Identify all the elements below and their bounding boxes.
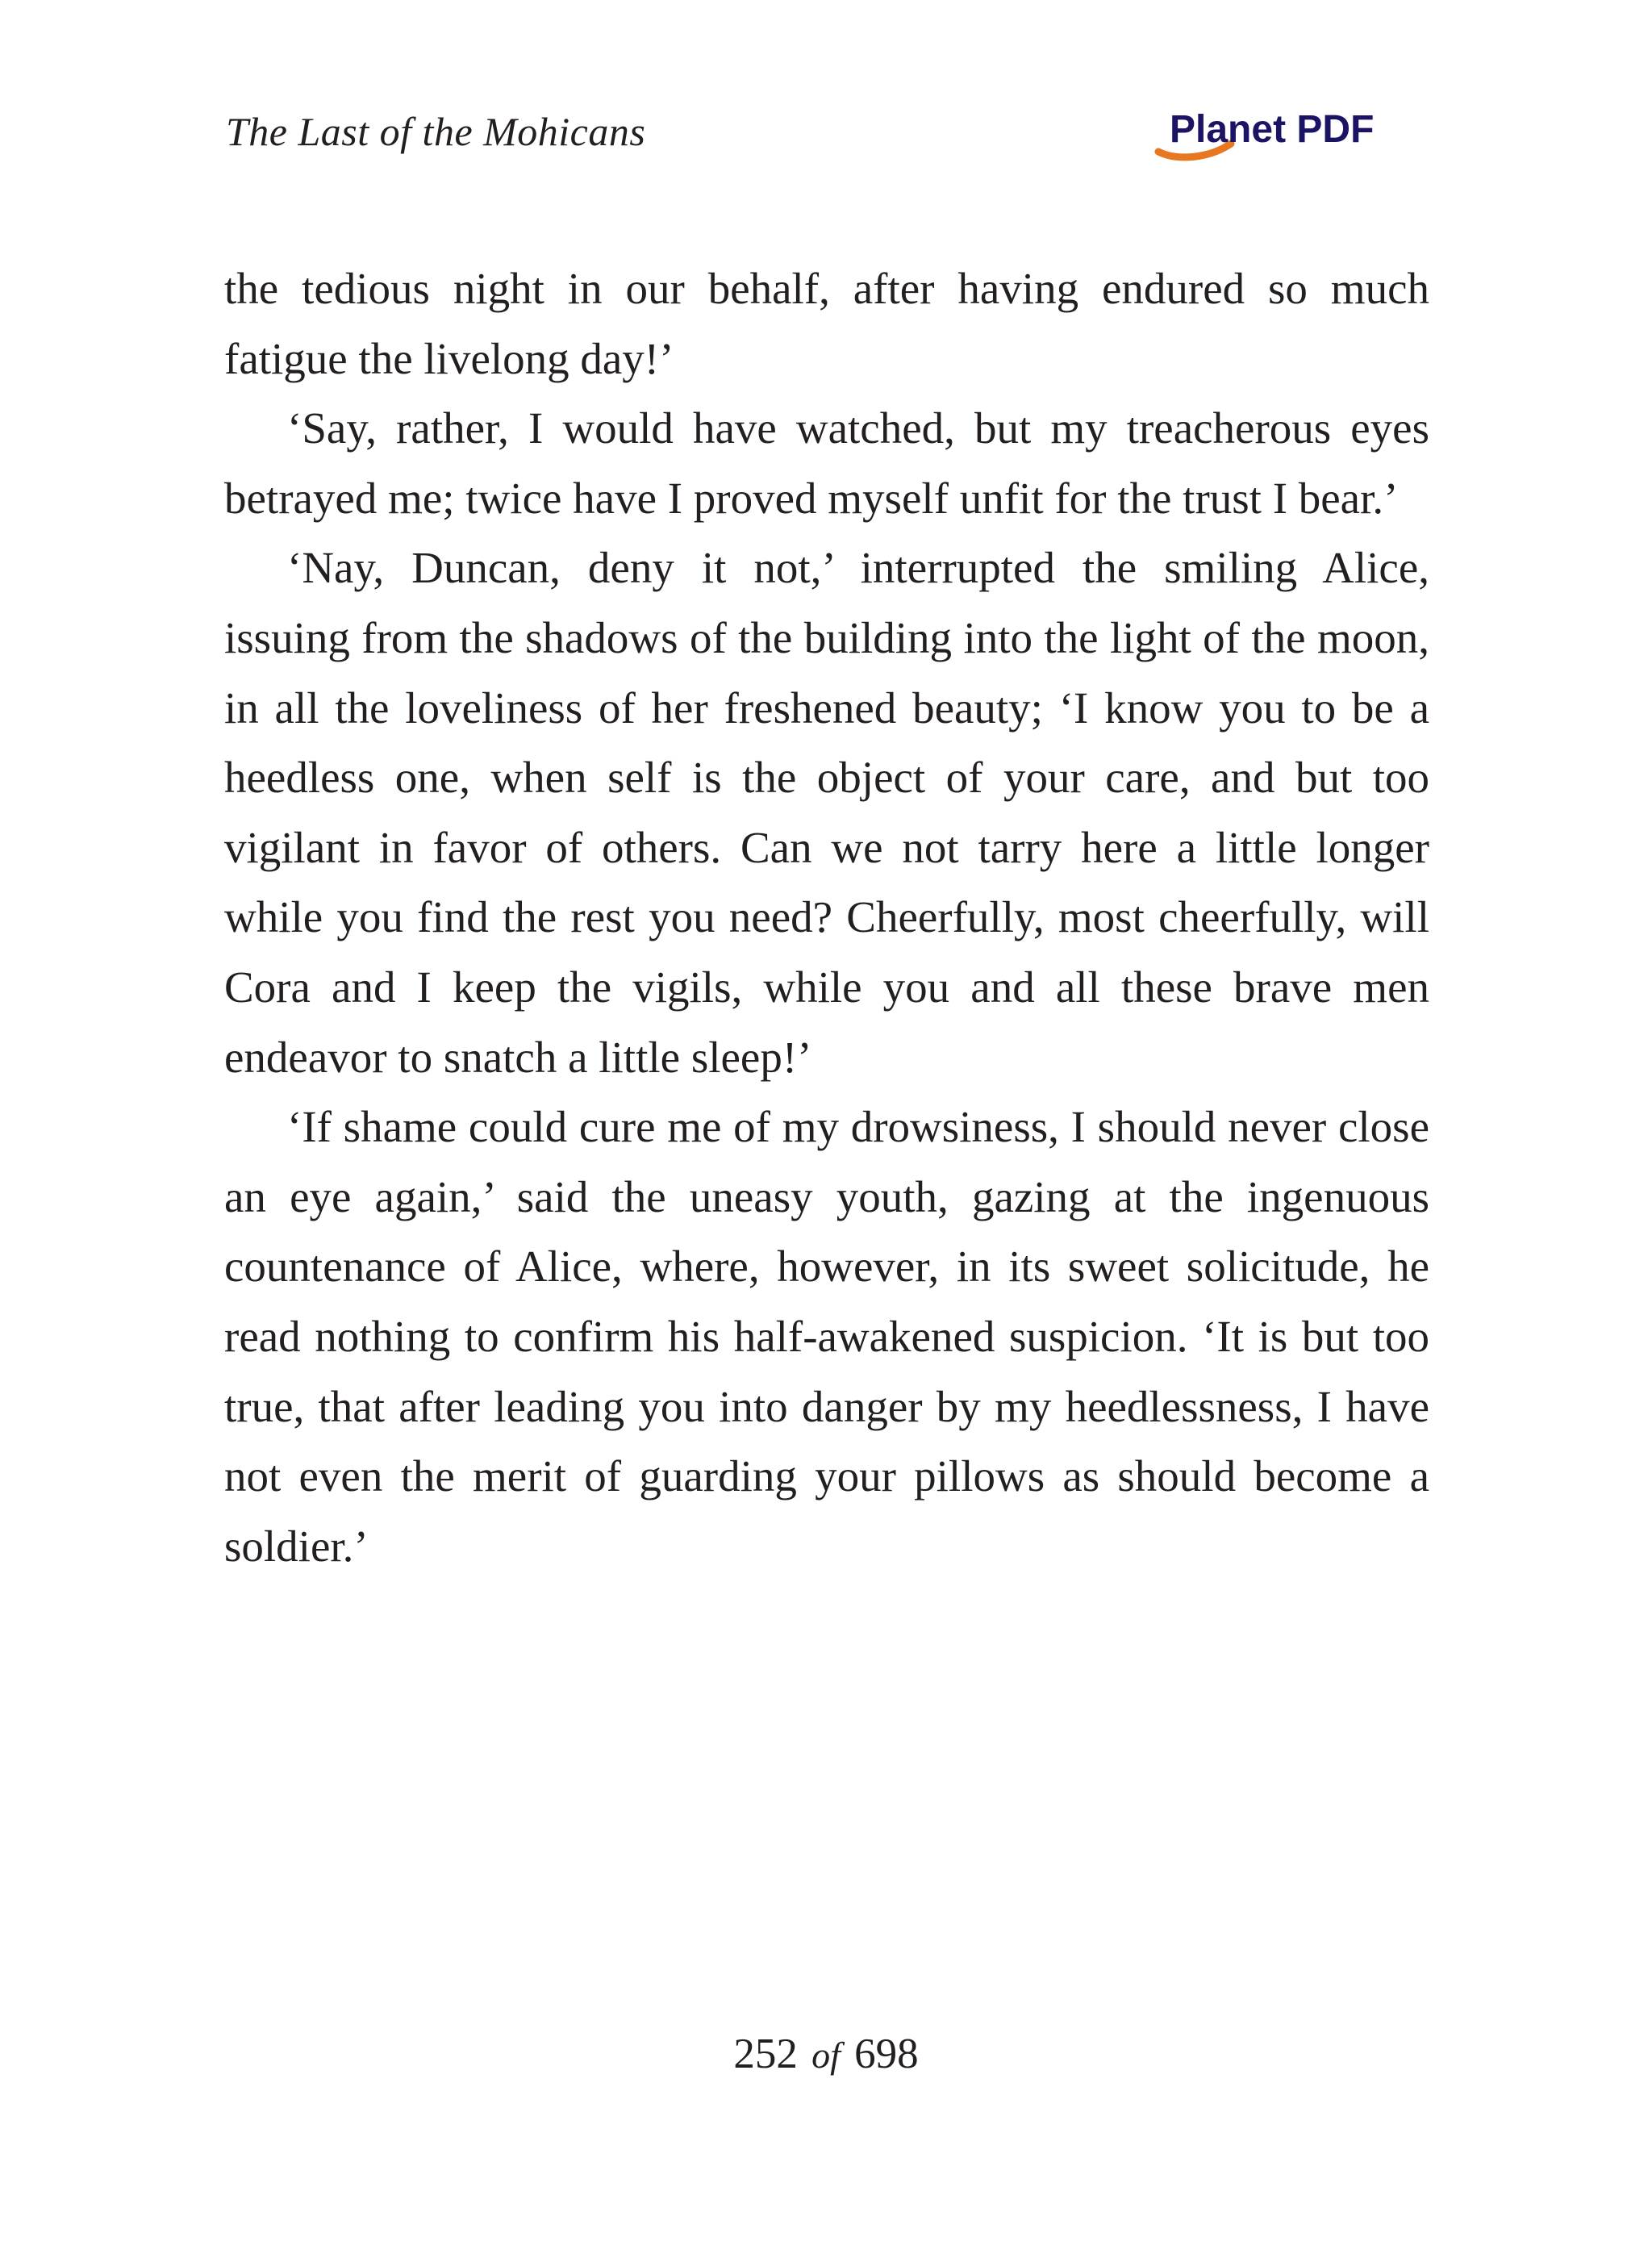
- current-page-number: 252: [733, 2031, 798, 2077]
- body-paragraph: ‘Say, rather, I would have watched, but my treacherous eyes betrayed me; twice have I proved myself unfit for the trust I bear.’: [224, 403, 1429, 523]
- body-paragraph: ‘Nay, Duncan, deny it not,’ interrupted the smiling Alice, issuing from the shadows of the building into the light of the moon, in all the loveliness of her freshened beauty; ‘I know you to be a heedless one, when self is the object of your care, and but too vigilant in favor of others. Can we not tarry here a little longer while you find the rest you need? Cheerfully, most cheerfully, will Cora and I keep the vigils, while you and all these brave men endeavor to snatch a little sleep!’: [224, 543, 1429, 1082]
- body-paragraph: ‘If shame could cure me of my drowsiness, I should never close an eye again,’ said the uneasy youth, gazing at the ingenuous countenance of Alice, where, however, in its sweet solicitude, he read nothing to confirm his half-awakened suspicion. ‘It is but too true, that after leading you into danger by my heedlessness, I have not even the merit of guarding your pillows as should become a soldier.’: [224, 1102, 1429, 1571]
- page-of-label: of: [811, 2035, 841, 2076]
- page-header: [226, 105, 1428, 169]
- book-title: The Last of the Mohicans: [226, 109, 646, 154]
- total-page-count: 698: [854, 2031, 919, 2077]
- body-paragraph: the tedious night in our behalf, after having endured so much fatigue the livelong day!’: [224, 264, 1429, 383]
- planet-pdf-logo-icon: [1153, 105, 1428, 169]
- planet-pdf-logo[interactable]: [1153, 105, 1428, 169]
- page-footer: [0, 2030, 1652, 2078]
- body-text: [224, 254, 1429, 1581]
- brand-name: Planet PDF: [1170, 108, 1375, 151]
